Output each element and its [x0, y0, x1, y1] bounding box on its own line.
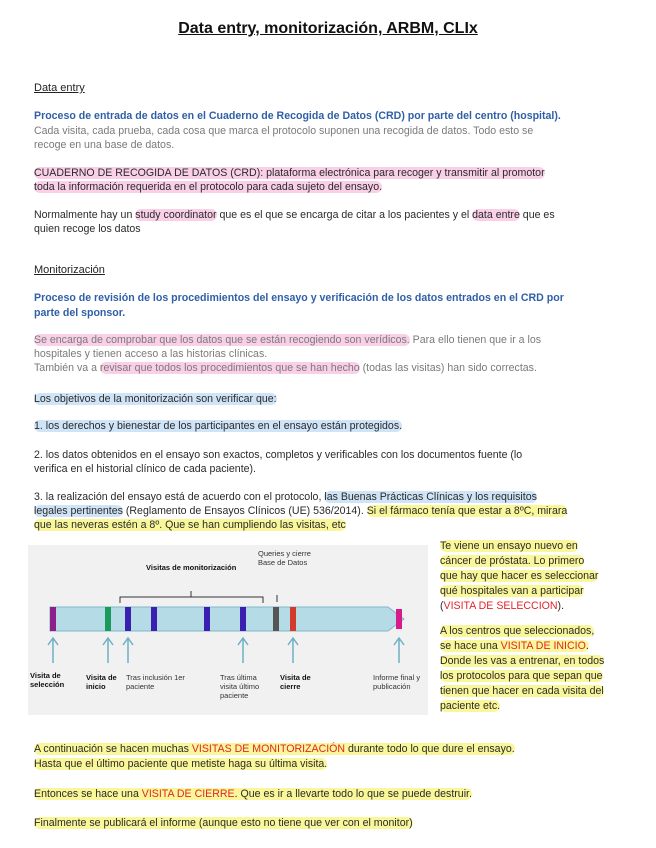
data-entre: data entre — [472, 209, 520, 221]
bottom-1c: durante todo lo que dure el ensayo. — [345, 743, 515, 755]
side-1e: ( — [440, 600, 444, 612]
bottom-line3 — [34, 787, 472, 802]
data-entry-gray-line1: Cada visita, cada prueba, cada cosa que marca el protocolo suponen una recogida de datos. Todo esto se — [34, 125, 534, 137]
crd-line2-text: toda la información requerida en el protocolo para cada sujeto del ensayo. — [34, 181, 383, 193]
mon-gray-line2: hospitales y tienen acceso a las historias clínicas. — [34, 348, 268, 360]
side-2-line2 — [440, 640, 589, 652]
side-2h: paciente etc. — [440, 700, 501, 712]
label-queries: Queries y cierre Base de Datos — [258, 549, 311, 567]
mon-gray-3c: (todas las visitas) han sido correctas. — [359, 362, 537, 374]
side-note-inicio — [440, 624, 640, 714]
side-1f: VISITA DE SELECCION — [443, 600, 558, 612]
crd-line1-text: CUADERNO DE RECOGIDA DE DATOS (CRD): plataforma electrónica para recoger y transmitir al promotor — [34, 167, 545, 179]
monitoring-bracket — [120, 597, 263, 603]
label-visita-inicio: Visita de inicio — [86, 673, 117, 691]
marker-inicio — [105, 607, 111, 631]
arrow-informe — [394, 638, 404, 663]
label-visita-seleccion: Visita de selección — [30, 671, 65, 689]
side-1a: Te viene un ensayo nuevo en — [440, 540, 578, 552]
side-2f: los protocolos para que sepan que — [440, 670, 603, 682]
marker-seleccion — [50, 607, 56, 631]
page-title: Data entry, monitorización, ARBM, CLIx — [178, 20, 478, 37]
bottom-4: Finalmente se publicará el informe (aunque esto no tiene que ver con el monitor) — [34, 817, 413, 829]
marker-queries — [273, 607, 279, 631]
arrow-cierre — [288, 638, 298, 663]
mon-gray-3b: revisar que todos los procedimientos que se han hecho — [99, 362, 360, 374]
mon-gray-1a: Se encarga de comprobar que los datos que se están recogiendo son verídicos. — [34, 334, 410, 346]
bottom-3c: . Que es ir a llevarte todo lo que se puede destruir. — [234, 788, 472, 800]
normal-1e: que es — [519, 209, 555, 221]
bottom-3a: Entonces se hace una — [34, 788, 142, 800]
objetivo-3-line2 — [34, 504, 567, 519]
label-visitas-monitorizacion: Visitas de monitorización — [146, 563, 237, 572]
normal-line2: quien recoge los datos — [34, 223, 141, 235]
marker-informe — [396, 609, 402, 629]
side-2c: VISITA DE INICIO — [500, 640, 586, 652]
label-tras-ultima: Tras última visita último paciente — [220, 673, 260, 700]
side-1d: qué hospitales van a participar — [440, 585, 584, 597]
arrow-seleccion — [48, 638, 58, 663]
crd-line1 — [34, 166, 545, 181]
side-1g: ). — [557, 600, 565, 612]
section-heading-monitorizacion: Monitorización — [34, 264, 105, 276]
objetivo-2-line2: verifica en el historial clínico de cada paciente). — [34, 463, 256, 475]
objetivo-3b: las Buenas Prácticas Clínicas y los requisitos — [324, 491, 537, 503]
marker-monitor-4 — [240, 607, 246, 631]
normal-line1 — [34, 208, 555, 223]
marker-monitor-1 — [125, 607, 131, 631]
bottom-1b: VISITAS DE MONITORIZACIÓN — [191, 743, 346, 755]
monitorizacion-lead1: Proceso de revisión de los procedimientos del ensayo y verificación de los datos entrados en el CRD por — [34, 292, 564, 304]
objetivo-1 — [34, 419, 402, 434]
normal-1c: que es el que se encarga de citar a los pacientes y el — [216, 209, 473, 221]
monitorizacion-lead2: parte del sponsor. — [34, 307, 126, 319]
mon-gray-line1 — [34, 333, 541, 348]
timeline-bar — [50, 607, 404, 631]
normal-1a: Normalmente hay un — [34, 209, 136, 221]
bottom-line2 — [34, 757, 327, 772]
data-entry-lead: Proceso de entrada de datos en el Cuaderno de Recogida de Datos (CRD) por parte del centro (hospital). — [34, 110, 561, 122]
objetivo-3-line3 — [34, 518, 346, 533]
label-tras-inclusion: Tras inclusión 1er paciente — [126, 673, 185, 691]
bottom-3 — [34, 788, 472, 800]
objetivo-3a: 3. la realización del ensayo está de acuerdo con el protocolo, — [34, 491, 325, 503]
side-1b: cáncer de próstata. Lo primero — [440, 555, 585, 567]
objetivo-1-text: 1. los derechos y bienestar de los participantes en el ensayo están protegidos. — [34, 420, 403, 432]
marker-monitor-3 — [204, 607, 210, 631]
side-2g: tienen que hacer en cada visita del — [440, 685, 604, 697]
mon-gray-line3 — [34, 361, 537, 376]
arrow-inicio — [103, 638, 113, 663]
label-visita-cierre: Visita de cierre — [280, 673, 311, 691]
bottom-line1 — [34, 742, 515, 757]
section-heading-data-entry: Data entry — [34, 82, 85, 94]
arrow-inclusion — [123, 638, 133, 663]
label-informe-final: Informe final y publicación — [373, 673, 421, 691]
objetivos-line — [34, 392, 277, 407]
objetivo-3d: (Reglamento de Ensayos Clínicos (UE) 536/2014). — [122, 505, 367, 517]
data-entry-gray-line2: recoge en una base de datos. — [34, 139, 175, 151]
side-2d: . — [585, 640, 589, 652]
bottom-line4 — [34, 816, 413, 831]
bottom-3b: VISITA DE CIERRE — [141, 788, 235, 800]
objetivos-text: Los objetivos de la monitorización son verificar que: — [34, 393, 277, 405]
side-2b: se hace una — [440, 640, 501, 652]
side-2e: Donde les vas a entrenar, en todos — [440, 655, 605, 667]
objetivo-3f: que las neveras estén a 8º. Que se han cumpliendo las visitas, etc — [34, 519, 346, 531]
bottom-1a: A continuación se hacen muchas — [34, 743, 192, 755]
bottom-1 — [34, 743, 515, 755]
timeline-diagram — [28, 545, 428, 715]
objetivo-3c: legales pertinentes — [34, 505, 123, 517]
study-coordinator: study coordinator — [135, 209, 217, 221]
side-note-seleccion — [440, 539, 640, 614]
side-2a: A los centros que seleccionados, — [440, 625, 595, 637]
crd-line2 — [34, 180, 382, 195]
marker-monitor-2 — [151, 607, 157, 631]
objetivo-2-line1: 2. los datos obtenidos en el ensayo son exactos, completos y verificables con los documentos fuente (lo — [34, 449, 523, 461]
objetivo-3e: Si el fármaco tenía que estar a 8ºC, mirara — [366, 505, 568, 517]
objetivo-3-line1 — [34, 490, 537, 505]
bottom-2: Hasta que el último paciente que metiste haga su última visita. — [34, 758, 328, 770]
mon-gray-3a: También va a — [34, 362, 100, 374]
arrow-ultima — [238, 638, 248, 663]
marker-cierre — [290, 607, 296, 631]
side-1c: que hay que hacer es seleccionar — [440, 570, 599, 582]
mon-gray-1b: Para ello tienen que ir a los — [409, 334, 542, 346]
